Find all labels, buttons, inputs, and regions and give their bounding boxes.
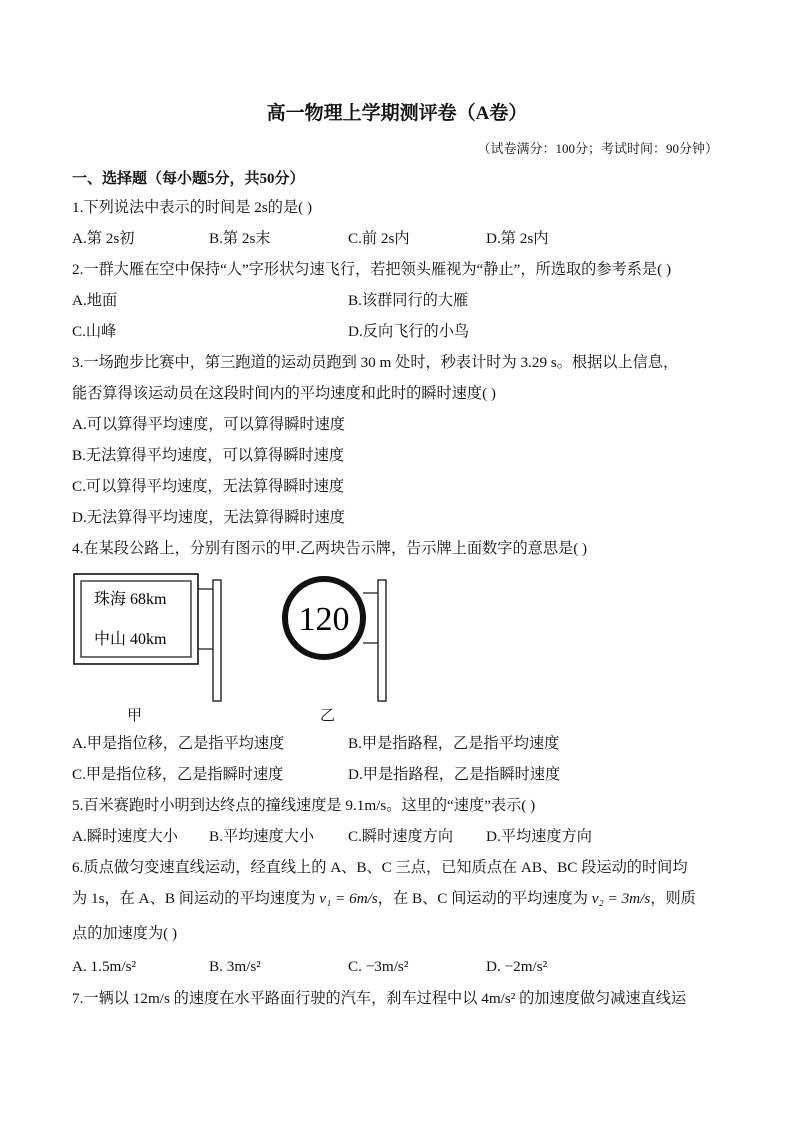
- distance-sign-figure: [72, 572, 232, 704]
- distance-sign-post: [213, 580, 221, 701]
- q6-stem-part3: ，则质: [650, 890, 696, 907]
- q2-stem: 2.一群大雁在空中保持“人”字形状匀速飞行，若把领头雁视为“静止”，所选取的参考系是( ): [72, 261, 672, 278]
- q3-option-a: A.可以算得平均速度，可以算得瞬时速度: [72, 416, 345, 433]
- q2-option-a: A.地面: [72, 292, 118, 309]
- q6-v2-formula: v₂ = 3m/s: [591, 890, 651, 907]
- speed-limit-post: [378, 580, 386, 701]
- q3-stem-line2: 能否算得该运动员在这段时间内的平均速度和此时的瞬时速度( ): [72, 385, 496, 402]
- q6-option-d: D. −2m/s²: [486, 958, 548, 975]
- q6-stem-line3: 点的加速度为( ): [72, 925, 178, 942]
- q4-option-b: B.甲是指路程，乙是指平均速度: [348, 735, 560, 752]
- q1-option-a: A.第 2s初: [72, 230, 135, 247]
- q6-v1-formula: v₁ = 6m/s: [319, 890, 378, 907]
- q6-stem-line1: 6.质点做匀变速直线运动，经直线上的 A、B、C 三点，已知质点在 AB、BC 段运动的时间均: [72, 859, 688, 876]
- q4-stem: 4.在某段公路上，分别有图示的甲.乙两块告示牌，告示牌上面数字的意思是( ): [72, 540, 588, 557]
- q6-stem-part1: 为 1s，在 A、B 间运动的平均速度为: [72, 890, 320, 907]
- q3-option-c: C.可以算得平均速度，无法算得瞬时速度: [72, 478, 345, 495]
- distance-sign-line1: 珠海 68km: [94, 591, 167, 608]
- q6-option-a: A. 1.5m/s²: [72, 958, 137, 975]
- q1-option-d: D.第 2s内: [486, 230, 549, 247]
- sign-a-label: 甲: [127, 708, 143, 724]
- speed-limit-number: 120: [298, 601, 350, 638]
- q1-stem: 1.下列说法中表示的时间是 2s的是( ): [72, 199, 313, 216]
- sign-b-label: 乙: [320, 708, 336, 724]
- q3-option-b: B.无法算得平均速度，可以算得瞬时速度: [72, 447, 345, 464]
- q4-option-d: D.甲是指路程，乙是指瞬时速度: [348, 766, 561, 783]
- q6-option-b: B. 3m/s²: [209, 958, 261, 975]
- q5-option-d: D.平均速度方向: [486, 828, 592, 845]
- q2-option-d: D.反向飞行的小鸟: [348, 323, 470, 340]
- speed-limit-sign-figure: [280, 572, 395, 704]
- q5-option-b: B.平均速度大小: [209, 828, 315, 845]
- q6-stem-line2: [72, 889, 696, 909]
- q2-option-b: B.该群同行的大雁: [348, 292, 469, 309]
- q5-option-c: C.瞬时速度方向: [348, 828, 454, 845]
- exam-note: （试卷满分：100分；考试时间：90分钟）: [477, 141, 718, 156]
- q4-option-c: C.甲是指位移，乙是指瞬时速度: [72, 766, 284, 783]
- q7-stem: 7.一辆以 12m/s 的速度在水平路面行驶的汽车，刹车过程中以 4m/s² 的加速度做匀减速直线运: [72, 990, 687, 1007]
- q2-option-c: C.山峰: [72, 323, 117, 340]
- q1-option-b: B.第 2s末: [209, 230, 271, 247]
- q6-option-c: C. −3m/s²: [348, 958, 409, 975]
- q4-option-a: A.甲是指位移，乙是指平均速度: [72, 735, 285, 752]
- q3-stem-line1: 3.一场跑步比赛中，第三跑道的运动员跑到 30 m 处时，秒表计时为 3.29 s。根据以上信息，: [72, 354, 679, 371]
- q3-option-d: D.无法算得平均速度，无法算得瞬时速度: [72, 509, 345, 526]
- q1-option-c: C.前 2s内: [348, 230, 410, 247]
- section-heading: 一、选择题（每小题5分，共50分）: [72, 171, 305, 187]
- q5-stem: 5.百米赛跑时小明到达终点的撞线速度是 9.1m/s。这里的“速度”表示( ): [72, 797, 536, 814]
- q5-option-a: A.瞬时速度大小: [72, 828, 178, 845]
- distance-sign-outer-border: [74, 574, 198, 664]
- distance-sign-line2: 中山 40km: [94, 631, 167, 648]
- page-title: 高一物理上学期测评卷（A卷）: [266, 103, 528, 124]
- q6-stem-part2: ，在 B、C 间运动的平均速度为: [377, 890, 592, 907]
